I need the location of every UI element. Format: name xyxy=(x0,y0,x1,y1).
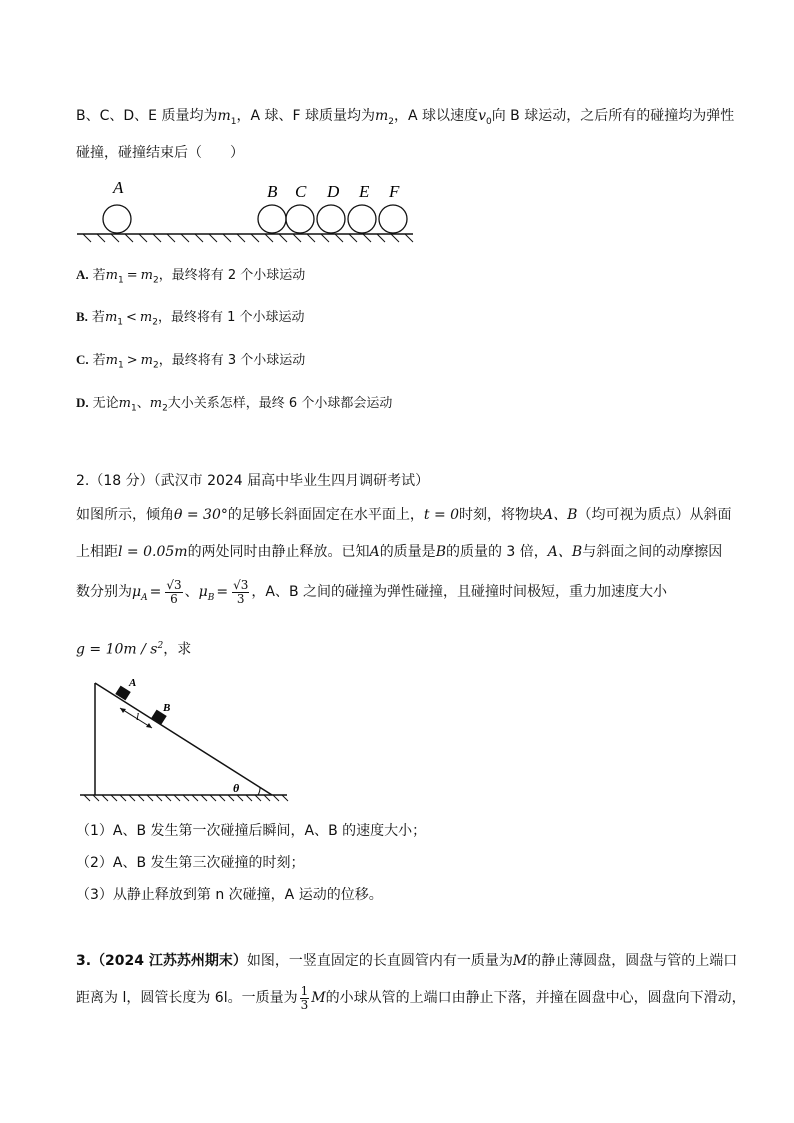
text: 数分别为 xyxy=(76,584,132,600)
text: 若 xyxy=(92,268,106,283)
g-eq: g = 10m / s xyxy=(76,641,158,658)
ball-label-e: E xyxy=(359,182,370,201)
text: ，最终将有 3 个小球运动 xyxy=(158,353,306,368)
q2-incline-figure xyxy=(76,675,291,807)
arrow-head-start xyxy=(120,708,126,713)
label-theta: θ xyxy=(233,781,240,795)
var-m1: m xyxy=(104,310,118,325)
text: 若 xyxy=(92,353,106,368)
sub: 2 xyxy=(152,275,159,286)
label-a: A xyxy=(129,677,137,689)
text: 无论 xyxy=(92,396,119,411)
sub: 0 xyxy=(485,116,492,127)
ball-label-f: F xyxy=(389,182,400,201)
frac-den: 3 xyxy=(300,997,309,1012)
relation: > xyxy=(126,353,138,368)
var-m2: m xyxy=(149,396,163,411)
q2-header: 2.（18 分）（武汉市 2024 届高中毕业生四月调研考试） xyxy=(76,473,430,489)
var-m1: m xyxy=(105,353,118,368)
sub: 1 xyxy=(117,275,124,286)
q3-number: 3. xyxy=(76,953,92,969)
var-m2: m xyxy=(140,353,153,368)
ball-label-b: B xyxy=(267,182,278,201)
text: 的质量的 3 倍， xyxy=(445,544,548,560)
text: ，A 球、F 球质量均为 xyxy=(236,108,376,124)
sub: 2 xyxy=(388,116,395,127)
q1-balls-figure xyxy=(70,175,420,247)
var-ab: A、B xyxy=(543,507,578,523)
fraction-one-third xyxy=(300,985,310,1012)
l-eq: l = 0.05m xyxy=(118,544,188,560)
sub: 2 xyxy=(162,403,168,414)
text: 如图所示，倾角 xyxy=(76,507,174,523)
var-b: B xyxy=(435,544,446,560)
ball-e xyxy=(348,205,376,233)
frac-den: 6 xyxy=(170,591,178,606)
text: ，最终将有 2 个小球运动 xyxy=(158,268,306,283)
q2-sub2: （2）A、B 发生第三次碰撞的时刻； xyxy=(76,855,305,871)
option-label: D. xyxy=(76,395,89,410)
text: （均可视为质点）从斜面 xyxy=(577,507,732,523)
var-v0: v xyxy=(478,108,486,124)
mu-a: μ xyxy=(132,584,142,600)
option-label: A. xyxy=(76,267,89,282)
q3-source: （2024 江苏苏州期末） xyxy=(91,953,247,969)
text: 大小关系怎样，最终 6 个小球都会运动 xyxy=(167,396,393,411)
frac-num: √3 xyxy=(233,577,249,592)
q1-option-d[interactable] xyxy=(76,393,392,419)
relation: 、 xyxy=(136,396,150,411)
sub: 1 xyxy=(130,403,137,414)
var-m: M xyxy=(311,990,326,1006)
sub: 1 xyxy=(117,360,124,371)
ball-b xyxy=(258,205,286,233)
sub: A xyxy=(141,592,148,603)
theta-eq: θ = 30° xyxy=(174,507,228,523)
frac-den: 3 xyxy=(236,591,245,606)
frac-num: 1 xyxy=(300,983,309,998)
ball-label-c: C xyxy=(295,182,307,201)
q2-sub3: （3）从静止释放到第 n 次碰撞，A 运动的位移。 xyxy=(76,887,383,903)
text: 如图，一竖直固定的长直圆管内有一质量为 xyxy=(246,953,513,969)
fraction-sqrt3-over-3 xyxy=(232,579,249,606)
incline-ground-hatch xyxy=(84,795,288,801)
text: ，A 球以速度 xyxy=(394,108,479,124)
fraction-sqrt3-over-6 xyxy=(165,579,182,606)
var-m1: m xyxy=(118,396,131,411)
text: 的静止薄圆盘，圆盘与管的上端口 xyxy=(527,953,738,969)
text: 与斜面之间的动摩擦因 xyxy=(582,544,723,560)
sub: 1 xyxy=(117,317,123,328)
q1-option-a[interactable] xyxy=(76,265,305,291)
sub: 2 xyxy=(152,360,159,371)
separator: 、 xyxy=(184,584,199,600)
ball-a xyxy=(103,205,131,233)
sub: 1 xyxy=(230,116,237,127)
sub: B xyxy=(207,592,215,603)
label-l: l xyxy=(136,711,140,723)
sub: 2 xyxy=(152,317,158,328)
sup: 2 xyxy=(157,641,164,651)
var-m2: m xyxy=(139,310,153,325)
ball-c xyxy=(286,205,314,233)
label-b: B xyxy=(163,702,171,714)
q2-sub1: （1）A、B 发生第一次碰撞后瞬间，A、B 的速度大小； xyxy=(76,823,427,839)
var-m1: m xyxy=(105,268,118,283)
incline-slope xyxy=(95,683,272,795)
equals-sign: = xyxy=(149,584,162,600)
equals-sign: = xyxy=(216,584,229,600)
text: 的小球从管的上端口由静止下落，并撞在圆盘中心，圆盘向下滑动， xyxy=(325,990,746,1006)
ground-hatch xyxy=(83,234,413,242)
q3-line2 xyxy=(76,978,746,1018)
angle-arc xyxy=(258,787,260,795)
text: 上相距 xyxy=(76,544,118,560)
q1-stem-line1 xyxy=(76,106,734,132)
q2-line2 xyxy=(76,542,722,562)
var-m1: m xyxy=(217,108,231,124)
var-m2: m xyxy=(375,108,389,124)
ball-f xyxy=(379,205,407,233)
q1-stem-line2: 碰撞，碰撞结束后（ ） xyxy=(76,145,244,161)
mu-b: μ xyxy=(198,584,208,600)
option-label: C. xyxy=(76,352,89,367)
t-eq: t = 0 xyxy=(423,507,460,523)
text: 的两处同时由静止释放。已知 xyxy=(187,544,370,560)
q2-line4 xyxy=(76,636,191,660)
text: 距离为 l，圆管长度为 6l。一质量为 xyxy=(76,990,298,1006)
q2-line1 xyxy=(76,505,731,525)
frac-num: √3 xyxy=(166,577,182,592)
text: ，最终将有 1 个小球运动 xyxy=(157,310,305,325)
text: 时刻，将物块 xyxy=(459,507,544,523)
relation: = xyxy=(126,268,138,283)
q3-line1 xyxy=(76,951,737,971)
ball-label-d: D xyxy=(327,182,340,201)
relation: < xyxy=(126,310,137,325)
arrow-head-end xyxy=(146,723,152,728)
text: ，求 xyxy=(163,641,192,658)
option-label: B. xyxy=(76,309,88,324)
text: B、C、D、E 质量均为 xyxy=(76,108,218,124)
text: 的足够长斜面固定在水平面上， xyxy=(227,507,424,523)
var-m2: m xyxy=(140,268,153,283)
q2-line3 xyxy=(76,574,667,616)
text: ，A、B 之间的碰撞为弹性碰撞，且碰撞时间极短，重力加速度大小 xyxy=(251,584,668,600)
q1-option-b[interactable] xyxy=(76,307,305,333)
text: 向 B 球运动，之后所有的碰撞均为弹性 xyxy=(491,108,735,124)
ball-label-a: A xyxy=(113,178,124,197)
text: 的质量是 xyxy=(379,544,436,560)
var-m: M xyxy=(512,953,528,969)
text: 若 xyxy=(91,310,105,325)
q1-option-c[interactable] xyxy=(76,350,305,376)
ball-d xyxy=(317,205,345,233)
var-a: A xyxy=(369,544,380,560)
var-ab: A、B xyxy=(547,544,583,560)
